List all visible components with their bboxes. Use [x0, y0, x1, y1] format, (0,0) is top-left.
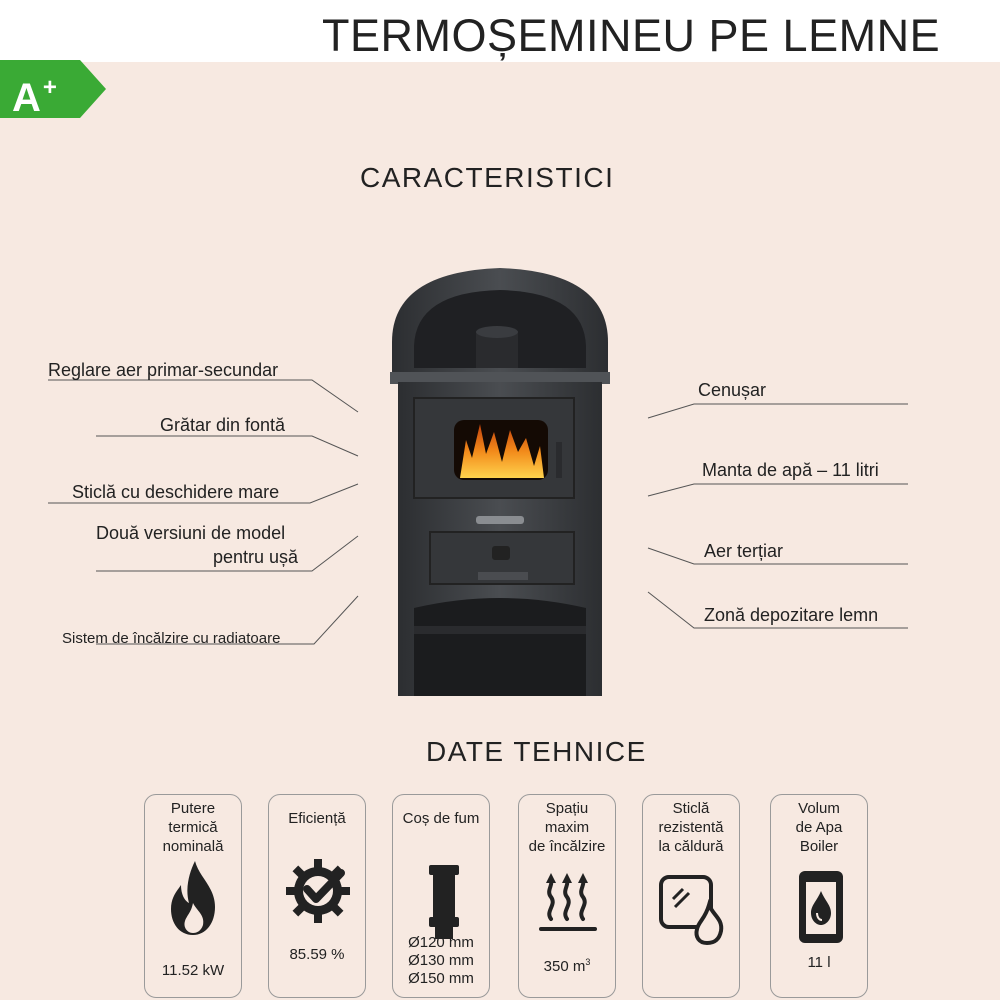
- spec-value-chimney-1: Ø120 mm: [408, 934, 474, 951]
- spec-card-label: Coș de fum: [402, 810, 480, 827]
- spec-value-heating-space-number: 350 m: [543, 958, 586, 975]
- callout-door-versions: Două versiuni de model: [96, 523, 286, 543]
- leader-line-grate: [96, 436, 358, 456]
- callout-air-control: Reglare aer primar-secundar: [48, 360, 279, 380]
- heat-glass-icon: [657, 871, 727, 953]
- spec-card-label: Volum de Apa Boiler: [795, 800, 843, 855]
- callout-water-jacket: Manta de apă – 11 litri: [702, 460, 879, 480]
- leader-line-water-jacket: [648, 484, 908, 496]
- callout-radiator: Sistem de încălzire cu radiatoare: [62, 630, 281, 647]
- spec-card-efficiency: [268, 794, 366, 998]
- features-title: CARACTERISTICI: [360, 162, 615, 193]
- spec-value-heating-space-unit-sup: 3: [585, 957, 591, 967]
- spec-card-label: Spațiu maxim de încălzire: [528, 800, 606, 855]
- spec-card-label: Sticlă rezistentă la căldură: [658, 800, 724, 855]
- chimney-pipe-icon: [407, 861, 477, 943]
- spec-card-label: Putere termică nominală: [162, 800, 224, 855]
- energy-class-letter: A: [12, 76, 41, 120]
- specs-title: DATE TEHNICE: [426, 736, 647, 767]
- spec-value-boiler: 11 l: [807, 954, 831, 971]
- callout-glass: Sticlă cu deschidere mare: [72, 482, 280, 502]
- spec-card-label: Eficiență: [288, 810, 346, 827]
- stove-image: [380, 262, 620, 702]
- boiler-tank-icon: [785, 867, 855, 949]
- spec-card-power: [144, 794, 242, 998]
- spec-value-heating-space: [519, 953, 615, 976]
- energy-class-plus: +: [42, 74, 57, 101]
- spec-value-efficiency: 85.59 %: [289, 946, 345, 963]
- callout-door-versions-2: pentru ușă: [213, 547, 299, 567]
- spec-value-chimney-2: Ø130 mm: [408, 952, 474, 969]
- spec-card-chimney: [392, 794, 490, 998]
- heat-waves-icon: [533, 867, 603, 949]
- flame-icon: [159, 857, 229, 939]
- spec-value-power: 11.52 kW: [161, 962, 225, 979]
- callout-wood-storage: Zonă depozitare lemn: [704, 605, 879, 625]
- leader-line-air-control: [48, 380, 358, 412]
- spec-card-glass: [642, 794, 740, 998]
- page-title: TERMOȘEMINEU PE LEMNE: [322, 10, 941, 61]
- spec-card-boiler: [770, 794, 868, 998]
- callout-ash-pan: Cenușar: [698, 380, 767, 400]
- spec-value-chimney-3: Ø150 mm: [408, 970, 474, 987]
- leader-line-ash: [648, 404, 908, 418]
- callout-grate: Grătar din fontă: [160, 415, 286, 435]
- spec-card-heating-space: [518, 794, 616, 998]
- callout-tertiary-air: Aer terțiar: [704, 541, 784, 561]
- gear-check-icon: [283, 851, 353, 933]
